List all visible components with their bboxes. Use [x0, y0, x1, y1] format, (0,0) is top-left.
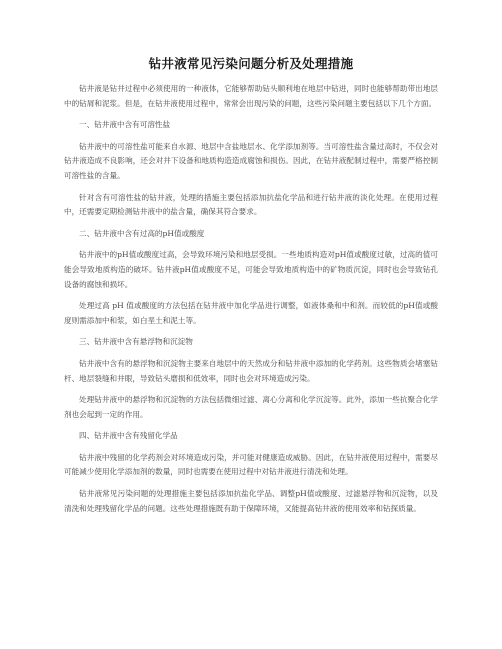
section-heading: 三、钻井液中含有悬浮物和沉淀物: [79, 337, 193, 347]
body-paragraph: 钻井液中的pH值或酸度过高，会导致环境污染和地层受损。一些地质构造对pH值或酸度过敏，过高的值可能会导致地质构造的破坏。钻井液pH值或酸度不足，可能会导致地质构造中的矿物质沉淀，同时也会导致钻孔设备的腐蚀和损坏。: [64, 250, 438, 289]
document-body: [64, 82, 438, 516]
section-heading: 四、钻井液中含有残留化学品: [79, 431, 178, 441]
section-heading: 一、钻井液中含有可溶性盐: [79, 120, 171, 130]
body-paragraph: 钻井液中含有的悬浮物和沉淀物主要来自地层中的天然成分和钻井液中添加的化学药剂。这些物质会堵塞钻杆、地层裂缝和井眼，导致钻头磨损和低效率，同时也会对环境造成污染。: [64, 358, 438, 383]
body-paragraph: 处理钻井液中的悬浮物和沉淀物的方法包括微细过滤、离心分离和化学沉淀等。此外，添加一些抗聚合化学剂也会起到一定的作用。: [64, 395, 438, 419]
document-title: 钻井液常见污染问题分析及处理措施: [148, 56, 354, 71]
body-paragraph: 处理过高 pH 值或酸度的方法包括在钻井液中加化学品进行调整，如液体桑和中和剂。而较低的pH值或酸度则需添加中和浆，如白垩土和泥土等。: [64, 301, 438, 325]
body-paragraph: 钻井液中的可溶性盐可能来自水源、地层中含盐地层水、化学添加剂等。当可溶性盐含量过高时，不仅会对钻井液造成不良影响，还会对井下设备和地质构造造成腐蚀和损伤。因此，在钻井液配制过程中，需要严格控制可溶性盐的含量。: [64, 141, 438, 180]
body-paragraph: 针对含有可溶性盐的钻井液，处理的措施主要包括添加抗盐化学品和进行钻井液的淡化处理。在使用过程中，还需要定期检测钻井液中的盐含量，确保其符合要求。: [64, 192, 438, 217]
section-heading: 二、钻井液中含有过高的pH值或酸度: [79, 228, 205, 238]
body-paragraph: 钻井液常见污染问题的处理措施主要包括添加抗盐化学品、调整pH值或酸度、过滤悬浮物和沉淀物，以及清洗和处理残留化学品的问题。这些处理措施既有助于保障环境，又能提高钻井液的使用效率和钻探质量。: [64, 489, 438, 513]
body-paragraph: 钻井液是钻井过程中必须使用的一种液体，它能够帮助钻头顺利地在地层中钻进，同时也能够帮助带出地层中的钻屑和泥浆。但是，在钻井液使用过程中，常常会出现污染的问题，这些污染问题主要包括以下几个方面。: [64, 84, 438, 108]
body-paragraph: 钻井液中残留的化学药剂会对环境造成污染，并可能对健康造成威胁。因此，在钻井液使用过程中，需要尽可能减少使用化学添加剂的数量，同时也需要在使用过程中对钻井液进行清洗和处理。: [64, 452, 438, 477]
